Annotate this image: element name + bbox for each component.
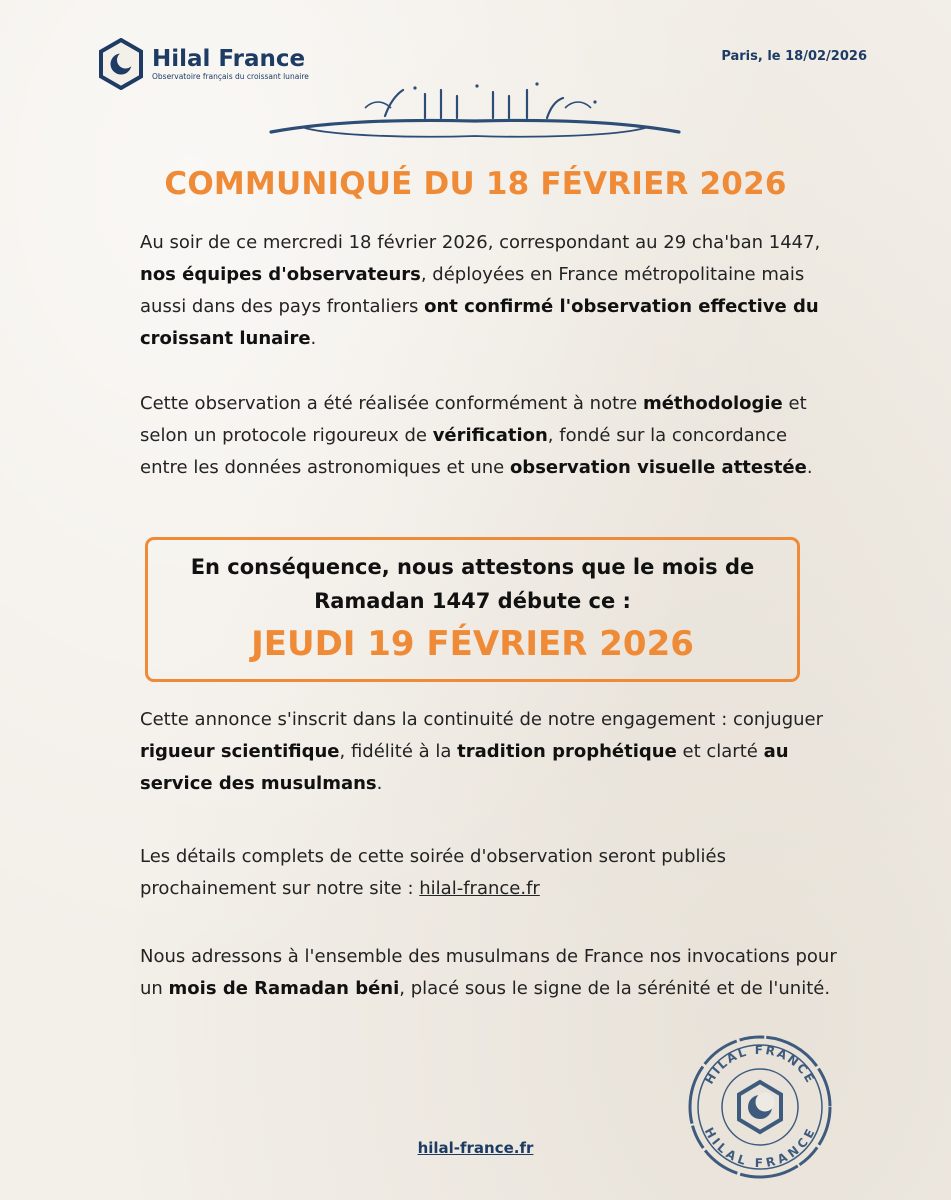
p2-text-2: et selon un protocole rigoureux de <box>140 393 807 446</box>
p5-text-2: , placé sous le signe de la sérénité et de l'unité. <box>399 978 831 999</box>
hexagon-crescent-icon <box>98 38 144 90</box>
p2-text-1: Cette observation a été réalisée conformément à notre <box>140 393 643 414</box>
announcement-box <box>145 537 800 682</box>
paragraph-observation <box>140 227 840 355</box>
website-link[interactable]: hilal-france.fr <box>419 878 540 899</box>
p3-text-1: Cette annonce s'inscrit dans la continuité de notre engagement : conjuguer <box>140 709 824 730</box>
p3-bold-3: au service des musulmans <box>140 741 789 794</box>
p2-bold-1: méthodologie <box>642 393 783 414</box>
p4-text-1: Les détails complets de cette soirée d'observation seront publiés prochainement sur notre site : <box>140 846 726 899</box>
announcement-line-2: Ramadan 1447 débute ce : <box>314 589 631 613</box>
p1-text-2: , déployées en France métropolitaine mais aussi dans des pays frontaliers <box>140 264 805 317</box>
p1-text-3: . <box>310 328 317 349</box>
p2-text-4: . <box>806 457 813 478</box>
paragraph-invocations <box>140 941 840 1005</box>
p3-bold-1: rigueur scientifique <box>140 741 340 762</box>
paragraph-methodology <box>140 388 840 484</box>
announcement-line-1: En conséquence, nous attestons que le mois de <box>190 555 755 579</box>
basmala-calligraphy <box>265 72 685 147</box>
p3-text-2: , fidélité à la <box>339 741 458 762</box>
p1-bold-2: ont confirmé l'observation effective du croissant lunaire <box>140 296 819 349</box>
p3-bold-2: tradition prophétique <box>457 741 677 762</box>
p3-text-4: . <box>376 773 383 794</box>
official-stamp <box>685 1032 835 1182</box>
p3-text-3: et clarté <box>676 741 764 762</box>
stamp-bottom-text: HILAL FRANCE <box>701 1125 819 1171</box>
document-date: Paris, le 18/02/2026 <box>721 49 867 64</box>
p2-text-3: , fondé sur la concordance entre les données astronomiques et une <box>140 425 788 478</box>
p5-bold-1: mois de Ramadan béni <box>168 978 400 999</box>
brand-tagline: Observatoire français du croissant lunaire <box>152 72 309 81</box>
paragraph-engagement <box>140 704 840 800</box>
communique-title: COMMUNIQUÉ DU 18 FÉVRIER 2026 <box>164 166 787 202</box>
stamp-top-text: HILAL FRANCE <box>701 1042 819 1087</box>
p2-bold-2: vérification <box>432 425 548 446</box>
ramadan-start-date: JEUDI 19 FÉVRIER 2026 <box>251 624 694 664</box>
p5-text-1: Nous adressons à l'ensemble des musulmans de France nos invocations pour un <box>140 946 837 999</box>
footer-website-link[interactable]: hilal-france.fr <box>417 1139 534 1157</box>
p1-bold-1: nos équipes d'observateurs <box>140 264 421 285</box>
p1-text-1: Au soir de ce mercredi 18 février 2026, correspondant au 29 cha'ban 1447, <box>140 232 821 253</box>
brand-name: Hilal France <box>152 46 306 72</box>
paragraph-details <box>140 841 840 905</box>
p2-bold-3: observation visuelle attestée <box>509 457 807 478</box>
